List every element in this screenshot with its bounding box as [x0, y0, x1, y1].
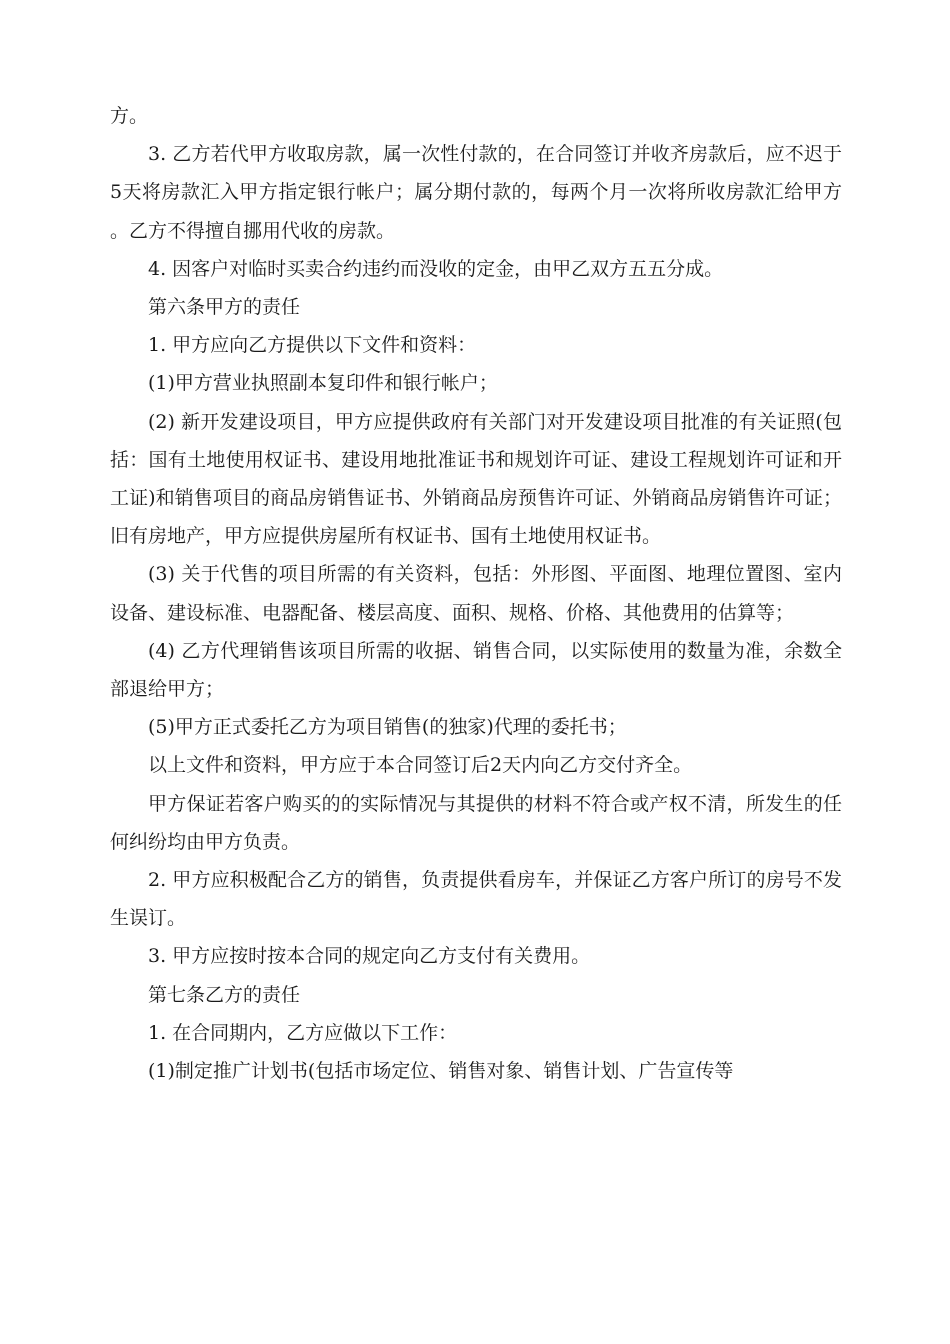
paragraph-clause-6-1: 1. 甲方应向乙方提供以下文件和资料：: [148, 334, 477, 357]
paragraph-clause-6-2: 2. 甲方应积极配合乙方的销售，负责提供看房车，并保证乙方客户所订的房号不发生误订。: [110, 869, 842, 930]
paragraph-clause-5-4: 4. 因客户对临时买卖合约违约而没收的定金，由甲乙双方五五分成。: [148, 257, 724, 280]
article-6-heading: 第六条甲方的责任: [148, 296, 301, 319]
paragraph-delivery-deadline: 以上文件和资料，甲方应于本合同签订后2天内向乙方交付齐全。: [148, 754, 693, 777]
paragraph-item-5: (5)甲方正式委托乙方为项目销售(的独家)代理的委托书；: [148, 716, 627, 739]
document-body: [110, 97, 842, 1090]
paragraph-warranty: 甲方保证若客户购买的的实际情况与其提供的材料不符合或产权不清，所发生的任何纠纷均由甲方负责。: [110, 792, 842, 853]
paragraph-item-2: (2) 新开发建设项目，甲方应提供政府有关部门对开发建设项目批准的有关证照(包括：国有土地使用权证书、建设用地批准证书和规划许可证、建设工程规划许可证和开工证)和销售项目的商品房销售证书、外销商品房预售许可证、外销商品房销售许可证；旧有房地产，甲方应提供房屋所有权证书、国有土地使用权证书。: [110, 410, 842, 548]
paragraph-item-4: (4) 乙方代理销售该项目所需的收据、销售合同，以实际使用的数量为准，余数全部退给甲方；: [110, 639, 842, 701]
paragraph-item-7-1: (1)制定推广计划书(包括市场定位、销售对象、销售计划、广告宣传等: [148, 1060, 734, 1083]
paragraph-item-3: (3) 关于代售的项目所需的有关资料，包括：外形图、平面图、地理位置图、室内设备、建设标准、电器配备、楼层高度、面积、规格、价格、其他费用的估算等；: [110, 563, 842, 624]
paragraph-continuation: 方。: [110, 105, 149, 127]
paragraph-item-1: (1)甲方营业执照副本复印件和银行帐户；: [148, 372, 498, 395]
paragraph-clause-5-3: 3. 乙方若代甲方收取房款，属一次性付款的，在合同签订并收齐房款后，应不迟于5天将房款汇入甲方指定银行帐户；属分期付款的，每两个月一次将所收房款汇给甲方。乙方不得擅自挪用代收的房款。: [110, 143, 842, 242]
article-7-heading: 第七条乙方的责任: [148, 983, 301, 1006]
paragraph-clause-7-1: 1. 在合同期内，乙方应做以下工作：: [148, 1021, 458, 1044]
paragraph-clause-6-3: 3. 甲方应按时按本合同的规定向乙方支付有关费用。: [148, 945, 591, 968]
